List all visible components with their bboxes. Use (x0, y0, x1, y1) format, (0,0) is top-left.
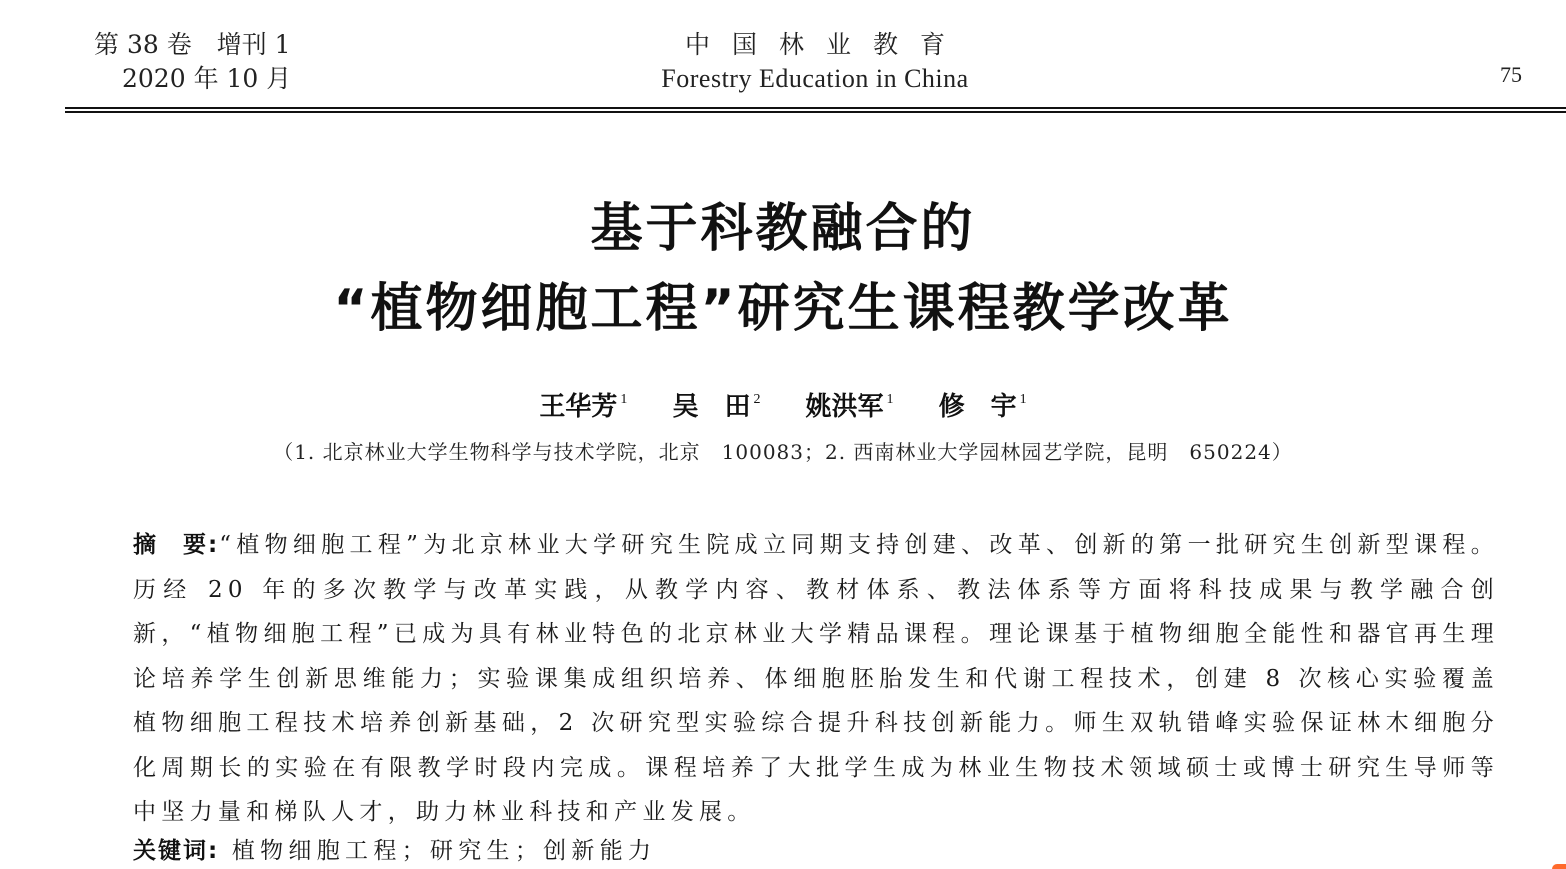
author-name: 吴 田 (672, 392, 751, 422)
affiliation-marker: 1 (620, 392, 628, 407)
affiliation-marker: 1 (1019, 392, 1027, 407)
author-name: 王华芳 (539, 392, 618, 422)
affiliation-marker: 1 (886, 392, 894, 407)
header-rule-bottom (65, 111, 1566, 113)
abstract (133, 523, 1499, 835)
keywords (133, 832, 656, 865)
journal-volume-info (94, 28, 291, 96)
journal-name-en: Forestry Education in China (661, 64, 969, 93)
volume-issue: 第 38 卷 增刊 1 (94, 30, 291, 59)
corner-accent-mark (1552, 864, 1566, 869)
article-title-line-1: 基于科教融合的 (590, 199, 976, 259)
author-name: 姚洪军 (805, 392, 884, 422)
journal-masthead (560, 28, 1070, 96)
author-list (0, 386, 1566, 423)
affiliation-marker: 2 (753, 392, 761, 407)
abstract-text: “植物细胞工程”为北京林业大学研究生院成立同期支持创建、改革、创新的第一批研究生创新型课程。历经 20 年的多次教学与改革实践，从教学内容、教材体系、教法体系等方面将科技成果与教学融合创新，“植物细胞工程”已成为具有林业特色的北京林业大学精品课程。理论课基于植物细胞全能性和器官再生理论培养学生创新思维能力；实验课集成组织培养、体细胞胚胎发生和代谢工程技术，创建 8 次核心实验覆盖植物细胞工程技术培养创新基础，2 次研究型实验综合提升科技创新能力。师生双轨错峰实验保证林木细胞分化周期长的实验在有限教学时段内完成。课程培养了大批学生成为林业生物技术领域硕士或博士研究生导师等中坚力量和梯队人才，助力林业科技和产业发展。 (133, 532, 1499, 825)
author-affiliations: （1. 北京林业大学生物科学与技术学院，北京 100083；2. 西南林业大学园林园艺学院，昆明 650224） (273, 440, 1293, 464)
header-rule-top (65, 107, 1566, 109)
author (672, 386, 760, 423)
keywords-label: 关键词: (133, 838, 220, 864)
author (539, 386, 627, 423)
abstract-label: 摘 要: (133, 532, 220, 558)
journal-name-cn: 中国林业教育 (684, 30, 967, 59)
publication-date: 2020 年 10 月 (122, 64, 292, 93)
author-name: 修 宇 (938, 392, 1017, 422)
page-number: 75 (1500, 62, 1522, 87)
article-title-line-2: “植物细胞工程”研究生课程教学改革 (333, 279, 1233, 339)
keywords-text: 植物细胞工程；研究生；创新能力 (231, 838, 657, 864)
author (939, 386, 1027, 423)
author (806, 386, 894, 423)
